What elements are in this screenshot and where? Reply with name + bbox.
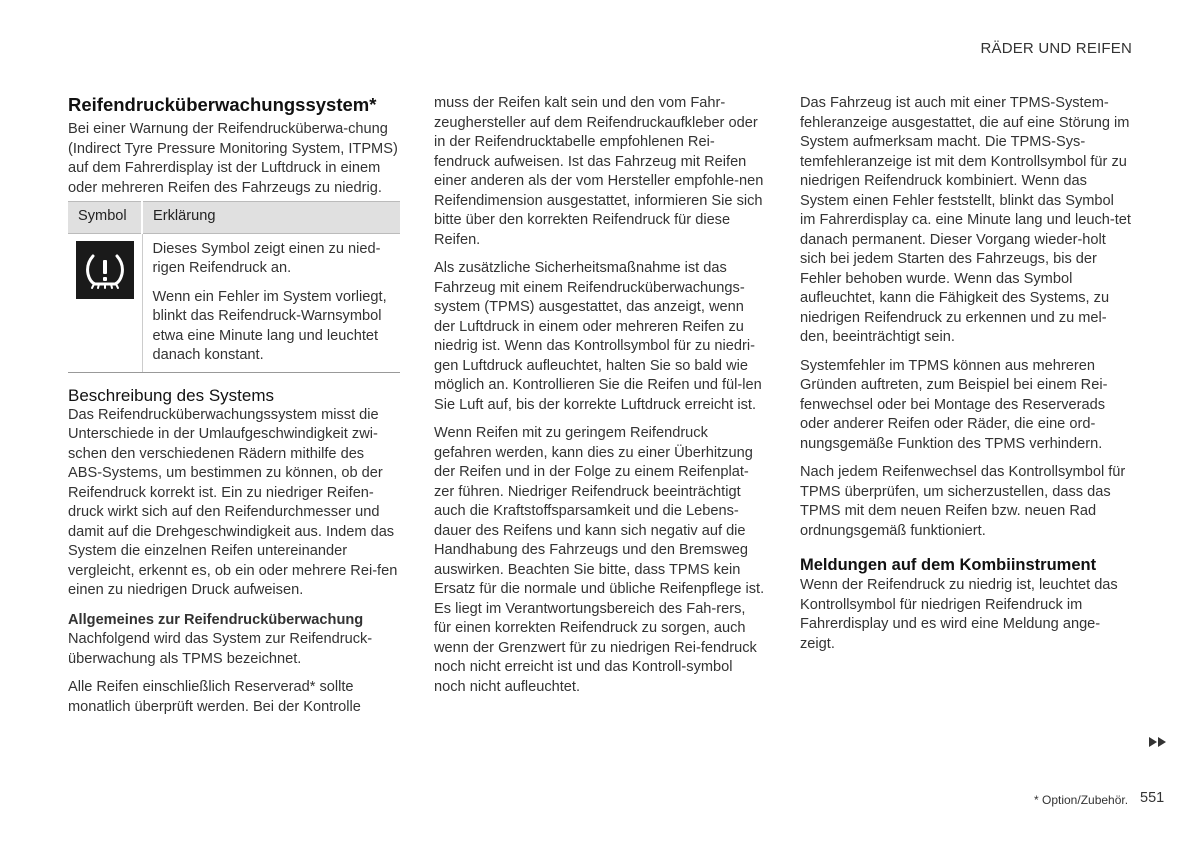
double-arrow-right-icon	[1149, 736, 1167, 750]
paragraph-system-fault: Das Fahrzeug ist auch mit einer TPMS-System-fehleranzeige ausgestattet, die auf eine Störung im System aufmerksam macht. Die TPMS-Sys-temfehleranzeige ist mit dem Kontrollsymbol für zu niedrigen Reifendruck kombiniert. Wenn das System einen Fehler feststellt, blinkt das Symbol im Fahrerdisplay ca. eine Minute lang und leuch-tet danach permanent. Dieser Vorgang wieder-holt sich bei jedem Starten des Fahrzeugs, bis der Fehler behoben wurde. Wenn das Symbol aufleuchtet, kann die Fähigkeit des Systems, zu niedrigen Reifendruck zu erkennen und zu mel-den, beeinträchtigt sein.	[800, 95, 1131, 345]
explanation-column-header: Erklärung	[142, 202, 400, 234]
page-number: 551	[1140, 790, 1165, 806]
table-row	[68, 233, 400, 372]
column-1	[68, 94, 401, 726]
paragraph-messages: Wenn der Reifendruck zu niedrig ist, leuchtet das Kontrollsymbol für niedrigen Reifendruck im Fahrerdisplay und es wird eine Meldung ange-zeigt.	[800, 577, 1118, 652]
general-paragraph-1: Nachfolgend wird das System zur Reifendruck-überwachung als TPMS bezeichnet.	[68, 631, 373, 667]
explanation-cell	[142, 233, 400, 372]
symbol-cell	[68, 233, 142, 372]
intro-paragraph: Bei einer Warnung der Reifendrucküberwa-chung (Indirect Tyre Pressure Monitoring System, ITPMS) auf dem Fahrerdisplay ist der Luftdruck in einem oder mehreren Reifen des Fahrzeugs zu niedrig.	[68, 121, 398, 196]
paragraph-safety: Als zusätzliche Sicherheitsmaßnahme ist das Fahrzeug mit einem Reifendrucküberwachungs-system (TPMS) ausgestattet, das anzeigt, wenn der Luftdruck in einem oder mehreren Reifen zu niedrig ist. Wenn das Kontrollsymbol für zu niedri-gen Luftdruck aufleuchtet, halten Sie so bald wie möglich an. Kontrollieren Sie die Reifen und fül-len Sie Luft auf, bis der korrekte Luftdruck erreicht ist.	[434, 260, 762, 413]
description-paragraph: Das Reifendrucküberwachungssystem misst die Unterschiede in der Umlaufgeschwindigkeit zwi-schen den verschiedenen Rädern mithilfe des ABS-Systems, um bestimmen zu können, ob der Reifendruck korrekt ist. Ein zu niedriger Reifen-druck wirkt sich auf den Reifendurchmesser und damit auf die Drehgeschwindigkeit aus. Indem das System die einzelnen Reifen untereinander vergleicht, erkennt es, ob ein oder mehrere Rei-fen einen zu niedrigen Druck aufweisen.	[68, 406, 398, 598]
subsection-heading-messages: Meldungen auf dem Kombiinstrument	[800, 556, 1097, 574]
paragraph-fault-causes: Systemfehler im TPMS können aus mehreren Gründen auftreten, zum Beispiel bei einem Rei-fenwechsel oder bei Montage des Reserverads oder anderer Reifen oder Räder, die eine ord-nungsgemäße Funktion des TPMS verhindern.	[800, 357, 1108, 452]
column-2	[434, 94, 766, 706]
explanation-text-1: Dieses Symbol zeigt einen zu nied-rigen Reifendruck an.	[152, 240, 381, 276]
subsection-heading-general: Allgemeines zur Reifendrucküberwachung	[68, 611, 364, 628]
paragraph-overheating: Wenn Reifen mit zu geringem Reifendruck gefahren werden, kann dies zu einer Überhitzung der Reifen und in der Folge zu einem Reifenplat-zer führen. Niedriger Reifendruck beeinträchtigt auch die Kraftstoffsparsamkeit und die Lebens-dauer des Reifens und kann sich negativ auf die Handhabung des Fahrzeugs und den Bremsweg auswirken. Beachten Sie bitte, dass TPMS kein Ersatz für die normale und übliche Reifenpflege ist. Es liegt im Verantwortungsbereich des Fah-rers, für einen korrekten Reifendruck zu sorgen, auch wenn der Grenzwert für zu niedrigen Rei-fendruck noch nicht erreicht ist und das Kontroll-symbol noch nicht aufleuchtet.	[434, 425, 765, 695]
chapter-title: RÄDER UND REIFEN	[980, 40, 1132, 57]
symbol-table	[68, 201, 400, 373]
paragraph-check-after-change: Nach jedem Reifenwechsel das Kontrollsymbol für TPMS überprüfen, um sicherzustellen, dass das TPMS mit dem neuen Reifen bzw. neuen Rad ordnungsgemäß funktioniert.	[800, 464, 1126, 539]
general-paragraph-2: Alle Reifen einschließlich Reserverad* sollte monatlich überprüft werden. Bei der Kontrolle	[68, 679, 361, 715]
subsection-heading-description: Beschreibung des Systems	[68, 385, 274, 405]
tpms-warning-icon	[76, 241, 134, 299]
symbol-column-header: Symbol	[68, 202, 142, 234]
column-3	[800, 94, 1132, 663]
section-heading-tpms: Reifendrucküberwachungssystem*	[68, 94, 377, 115]
paragraph-check-cold: muss der Reifen kalt sein und den vom Fahr-zeughersteller auf dem Reifendruckaufkleber oder in der Reifendrucktabelle empfohlenen Rei-fendruck aufweisen. Ist das Fahrzeug mit Reifen einer anderen als der vom Hersteller empfohle-nen Reifendimension ausgestattet, informieren Sie sich bitte über den korrekten Reifendruck für diese Reifen.	[434, 95, 764, 248]
explanation-text-2: Wenn ein Fehler im System vorliegt, blinkt das Reifendruck-Warnsymbol etwa eine Minute lang und leuchtet danach konstant.	[152, 288, 387, 363]
footnote: * Option/Zubehör.	[1034, 793, 1129, 807]
